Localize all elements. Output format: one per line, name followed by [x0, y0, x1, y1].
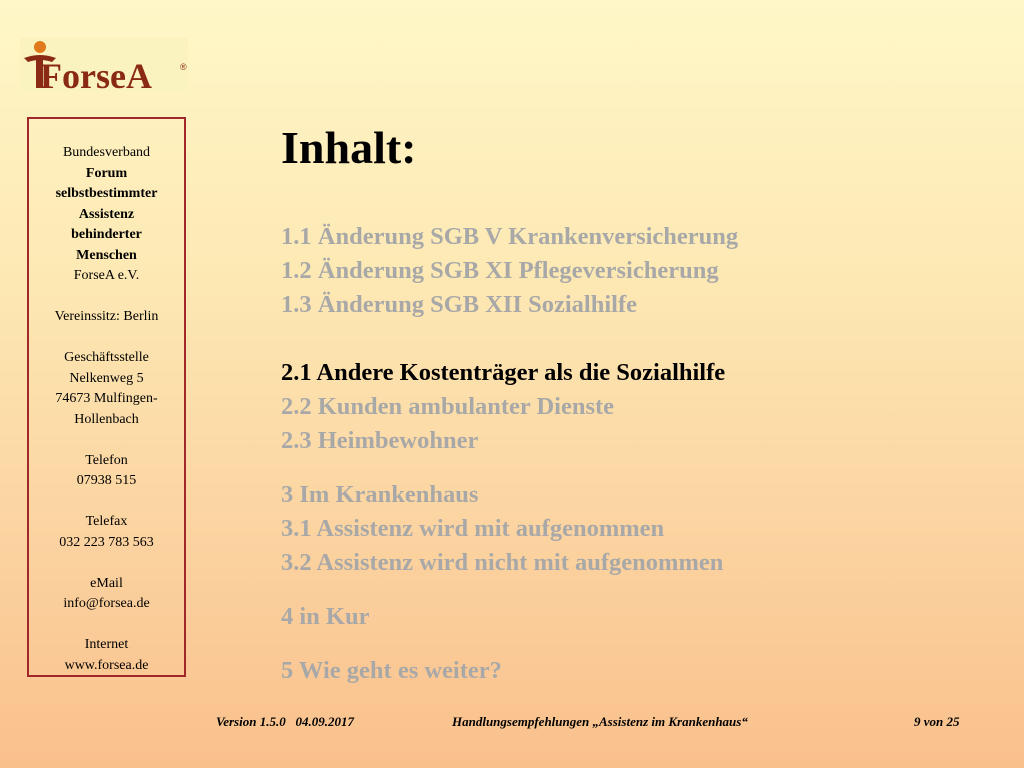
toc-item: 4 in Kur	[281, 603, 370, 630]
toc-item: 5 Wie geht es weiter?	[281, 657, 502, 684]
org-name-line: behinderter	[71, 227, 142, 242]
organization-info-box	[27, 117, 186, 677]
registered-mark: ®	[180, 62, 187, 72]
slide-title: Inhalt:	[281, 122, 417, 173]
city-line: 74673 Mulfingen-	[55, 391, 158, 406]
logo-text: ForseA	[40, 56, 152, 92]
footer-document-title: Handlungsempfehlungen „Assistenz im Krankenhaus“	[452, 714, 748, 729]
toc-item: 2.2 Kunden ambulanter Dienste	[281, 393, 615, 420]
forsea-logo-graphic	[20, 38, 188, 92]
web-label: Internet	[84, 637, 129, 652]
web-address[interactable]: www.forsea.de	[64, 657, 149, 673]
fax-label: Telefax	[85, 514, 128, 529]
toc-item-active: 2.1 Andere Kostenträger als die Sozialhilfe	[281, 359, 726, 386]
org-name-line: selbstbestimmter	[55, 186, 158, 201]
org-name-line: Forum	[85, 165, 128, 181]
footer-version: Version 1.5.0 04.09.2017	[216, 714, 354, 729]
phone-label: Telefon	[85, 452, 128, 468]
city-line: Hollenbach	[74, 411, 139, 427]
toc-item: 3 Im Krankenhaus	[281, 481, 479, 508]
org-line: Bundesverband	[62, 145, 151, 160]
org-name-line: Assistenz	[78, 206, 135, 222]
email-label: eMail	[90, 575, 123, 591]
org-name-line: Menschen	[76, 247, 137, 263]
toc-item: 3.2 Assistenz wird nicht mit aufgenommen	[281, 549, 724, 576]
toc-item: 1.2 Änderung SGB XI Pflegeversicherung	[281, 257, 719, 284]
registered-seat: Vereinssitz: Berlin	[54, 309, 159, 324]
email-address[interactable]: info@forsea.de	[63, 596, 150, 611]
table-of-contents	[281, 220, 738, 688]
fax-number: 032 223 783 563	[59, 534, 154, 550]
office-label: Geschäftsstelle	[64, 350, 149, 365]
street-address: Nelkenweg 5	[69, 370, 144, 386]
footer-page-number: 9 von 25	[914, 714, 960, 729]
logo-head-icon	[34, 41, 46, 53]
phone-number: 07938 515	[76, 473, 137, 488]
org-short-name: ForseA e.V.	[73, 268, 140, 283]
toc-item: 3.1 Assistenz wird mit aufgenommen	[281, 515, 665, 542]
toc-item: 1.3 Änderung SGB XII Sozialhilfe	[281, 291, 637, 318]
forsea-logo	[20, 38, 188, 92]
toc-item: 1.1 Änderung SGB V Krankenversicherung	[281, 223, 739, 250]
toc-item: 2.3 Heimbewohner	[281, 427, 479, 454]
